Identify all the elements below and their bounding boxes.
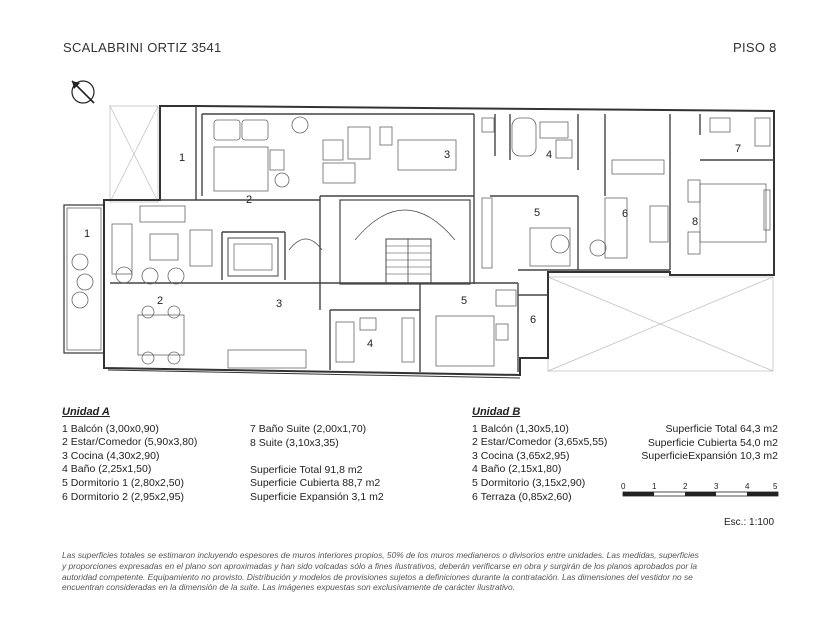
project-title: SCALABRINI ORTIZ 3541 bbox=[63, 40, 222, 55]
list-item: 1 Balcón (1,30x5,10) bbox=[472, 422, 569, 435]
list-item: 3 Cocina (3,65x2,95) bbox=[472, 449, 570, 462]
room-number: 6 bbox=[622, 208, 629, 220]
scale-tick: 1 bbox=[652, 482, 657, 491]
room-number: 2 bbox=[246, 194, 253, 206]
list-item: 4 Baño (2,25x1,50) bbox=[62, 463, 152, 476]
unidad-b-list bbox=[472, 406, 607, 504]
list-item: 6 Terraza (0,85x2,60) bbox=[472, 490, 572, 503]
room-number: 3 bbox=[276, 298, 283, 310]
list-item: 2 Estar/Comedor (3,65x5,55) bbox=[472, 436, 608, 449]
compass-icon bbox=[72, 81, 94, 103]
disclaimer-text: Las superficies totales se estimaron incluyendo espesores de muros interiores propios, 50% de los muros medianeros o divisorios entre unidades. Las medidas, superficies y proporciones expresadas en el plano son aproximadas y han sido volcadas sólo a fines ilustrativos, deberán verificarse en obra y surgirán de los planos aprobados por la autoridad competente. Equipamiento no provisto. Distribución y modelos de provisiones sujetos a definiciones durante la contratación. Las dimensiones del vestidor no se encuentran consideradas en la dimensión de la suite. Las imágenes expuestas son exclusivamente de carácter ilustrativo. bbox=[62, 550, 699, 593]
room-number: 6 bbox=[530, 314, 537, 326]
room-number: 5 bbox=[461, 295, 468, 307]
room-number: 1 bbox=[179, 152, 186, 164]
list-item: 7 Baño Suite (2,00x1,70) bbox=[250, 423, 367, 435]
room-number: 1 bbox=[84, 228, 91, 240]
scale-tick: 2 bbox=[683, 482, 688, 491]
interior-walls bbox=[110, 106, 774, 372]
room-number: 3 bbox=[444, 149, 451, 161]
list-item: 5 Dormitorio 1 (2,80x2,50) bbox=[62, 476, 184, 489]
surface-item: Superficie Expansión 3,1 m2 bbox=[250, 490, 384, 503]
room-number: 2 bbox=[157, 295, 164, 307]
list-item: 3 Cocina (4,30x2,90) bbox=[62, 449, 160, 462]
floor-label: PISO 8 bbox=[733, 40, 777, 55]
surface-item: Superficie Cubierta 54,0 m2 bbox=[647, 436, 778, 449]
list-item: 8 Suite (3,10x3,35) bbox=[250, 436, 339, 449]
scale-tick: 4 bbox=[745, 482, 750, 491]
room-number: 4 bbox=[367, 338, 374, 350]
surface-item: Superficie Cubierta 88,7 m2 bbox=[250, 477, 381, 490]
room-number: 8 bbox=[692, 216, 699, 228]
unidad-b-surfaces bbox=[641, 423, 778, 464]
room-number: 5 bbox=[534, 207, 541, 219]
scale-tick: 5 bbox=[773, 482, 778, 491]
room-number: 7 bbox=[735, 143, 742, 155]
stair-core bbox=[228, 200, 470, 284]
scale-bar bbox=[615, 480, 785, 502]
list-item: 5 Dormitorio (3,15x2,90) bbox=[472, 476, 586, 489]
list-item: 4 Baño (2,15x1,80) bbox=[472, 463, 562, 476]
scale-label: Esc.: 1:100 bbox=[724, 517, 775, 528]
unidad-b-title: Unidad B bbox=[472, 406, 521, 418]
list-item: 1 Balcón (3,00x0,90) bbox=[62, 422, 159, 435]
furniture-unidad-b bbox=[482, 118, 770, 268]
list-item: 6 Dormitorio 2 (2,95x2,95) bbox=[62, 490, 184, 503]
surface-item: Superficie Total 64,3 m2 bbox=[665, 423, 778, 435]
surface-item: SuperficieExpansión 10,3 m2 bbox=[641, 450, 778, 463]
terrace-top-left bbox=[110, 106, 158, 202]
unidad-a-title: Unidad A bbox=[62, 406, 110, 418]
unidad-a-list bbox=[62, 406, 197, 504]
room-number: 4 bbox=[546, 149, 553, 161]
scale-tick: 0 bbox=[621, 482, 626, 491]
scale-tick: 3 bbox=[714, 482, 719, 491]
terrace-right bbox=[548, 277, 773, 371]
list-item: 2 Estar/Comedor (5,90x3,80) bbox=[62, 436, 198, 449]
surface-item: Superficie Total 91,8 m2 bbox=[250, 463, 363, 476]
unidad-a-list-right bbox=[250, 423, 384, 505]
